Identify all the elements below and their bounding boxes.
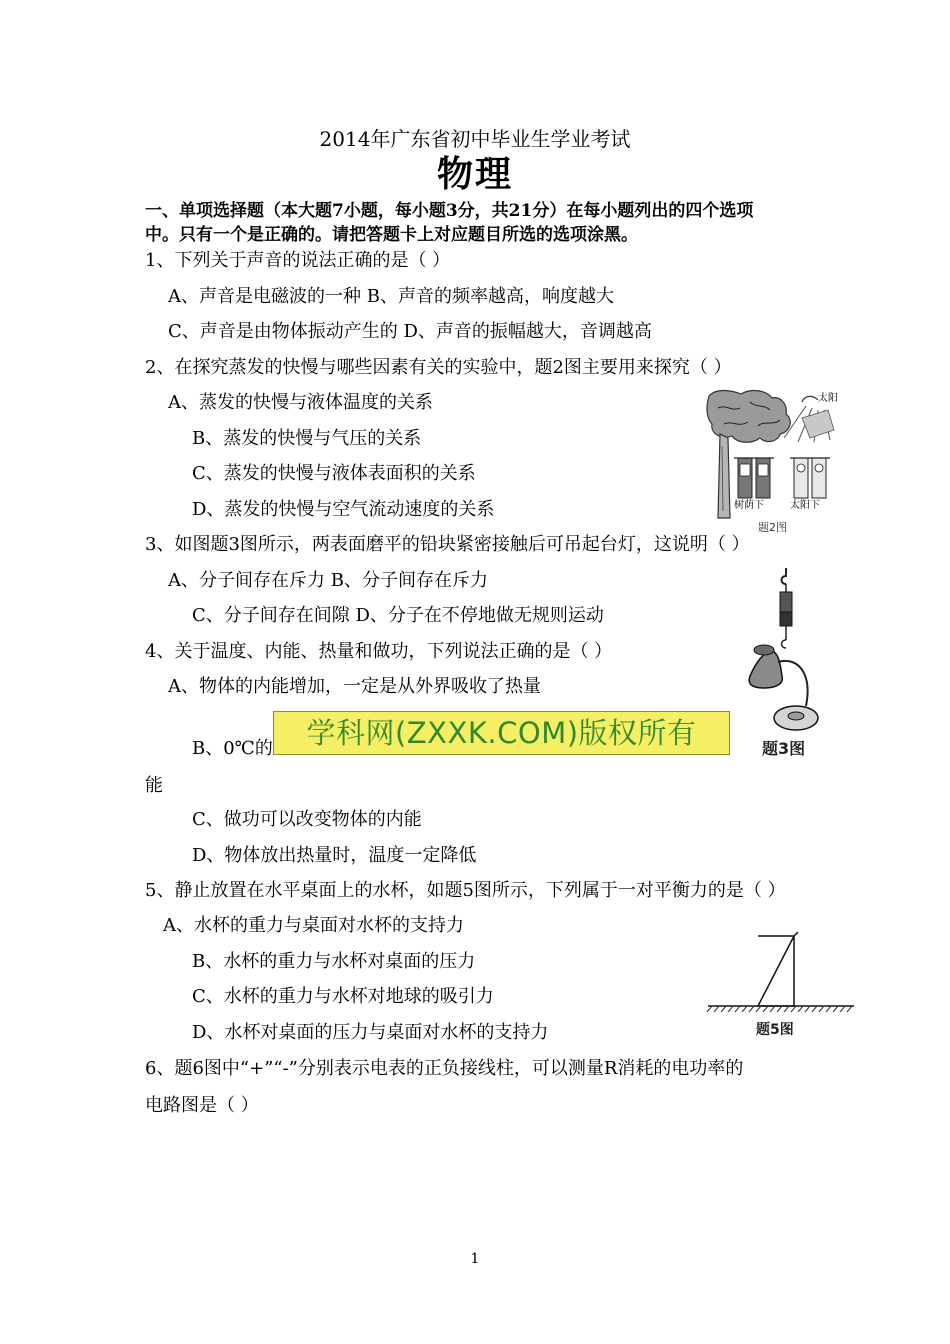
exam-title: 2014年广东省初中毕业生学业考试 [319, 127, 631, 151]
page-number: 1 [470, 1251, 480, 1267]
q2-option-a: A、蒸发的快慢与液体温度的关系 [168, 392, 433, 413]
q5-option-c: C、水杯的重力与水杯对地球的吸引力 [192, 986, 494, 1007]
q2-option-d: D、蒸发的快慢与空气流动速度的关系 [192, 499, 495, 520]
q1-options-cd: C、声音是由物体振动产生的 D、声音的振幅越大，音调越高 [168, 321, 652, 342]
q4-option-a: A、物体的内能增加，一定是从外界吸收了热量 [168, 676, 541, 697]
q6-stem-line2: 电路图是（ ） [145, 1095, 259, 1116]
figure-2-sunlit-label: 太阳下 [790, 500, 820, 511]
q4-option-b-continued: 能 [145, 775, 163, 796]
figure-3-lamp [742, 566, 832, 762]
q3-options-cd: C、分子间存在间隙 D、分子在不停地做无规则运动 [192, 605, 604, 626]
figure-5-caption: 题5图 [756, 1022, 794, 1038]
q2-option-b: B、蒸发的快慢与气压的关系 [192, 428, 422, 449]
figure-5-cup [706, 930, 856, 1040]
section-heading-line1: 一、单项选择题（本大题7小题，每小题3分，共21分）在每小题列出的四个选项 [145, 201, 754, 221]
q3-stem: 3、如图题3图所示，两表面磨平的铅块紧密接触后可吊起台灯，这说明（ ） [145, 534, 750, 555]
q1-options-ab: A、声音是电磁波的一种 B、声音的频率越高，响度越大 [168, 286, 614, 307]
figure-2-shade-label: 树荫下 [734, 500, 764, 511]
figure-3-caption: 题3图 [762, 739, 806, 758]
subject-title: 物理 [436, 153, 513, 195]
section-heading-line2: 中。只有一个是正确的。请把答题卡上对应题目所选的选项涂黑。 [145, 225, 638, 245]
q4-option-d: D、物体放出热量时，温度一定降低 [192, 845, 477, 866]
q2-option-c: C、蒸发的快慢与液体表面积的关系 [192, 463, 476, 484]
figure-2-evaporation [706, 386, 856, 536]
q5-option-a: A、水杯的重力与桌面对水杯的支持力 [163, 915, 464, 936]
q1-stem: 1、下列关于声音的说法正确的是（ ） [145, 250, 451, 271]
q3-options-ab: A、分子间存在斥力 B、分子间存在斥力 [168, 570, 488, 591]
q4-option-b: B、0℃的 [192, 738, 273, 759]
copyright-watermark: 学科网(ZXXK.COM)版权所有 [273, 711, 730, 755]
q5-option-d: D、水杯对桌面的压力与桌面对水杯的支持力 [192, 1022, 549, 1043]
q4-option-c: C、做功可以改变物体的内能 [192, 809, 422, 830]
figure-2-sun-label: 太阳 [818, 393, 838, 404]
q5-stem: 5、静止放置在水平桌面上的水杯，如题5图所示，下列属于一对平衡力的是（ ） [145, 880, 786, 901]
q6-stem-line1: 6、题6图中“+”“-”分别表示电表的正负接线柱，可以测量R消耗的电功率的 [145, 1058, 744, 1079]
figure-2-caption: 题2图 [758, 521, 787, 534]
q2-stem: 2、在探究蒸发的快慢与哪些因素有关的实验中，题2图主要用来探究（ ） [145, 357, 732, 378]
q4-stem: 4、关于温度、内能、热量和做功，下列说法正确的是（ ） [145, 641, 613, 662]
q5-option-b: B、水杯的重力与水杯对桌面的压力 [192, 951, 476, 972]
